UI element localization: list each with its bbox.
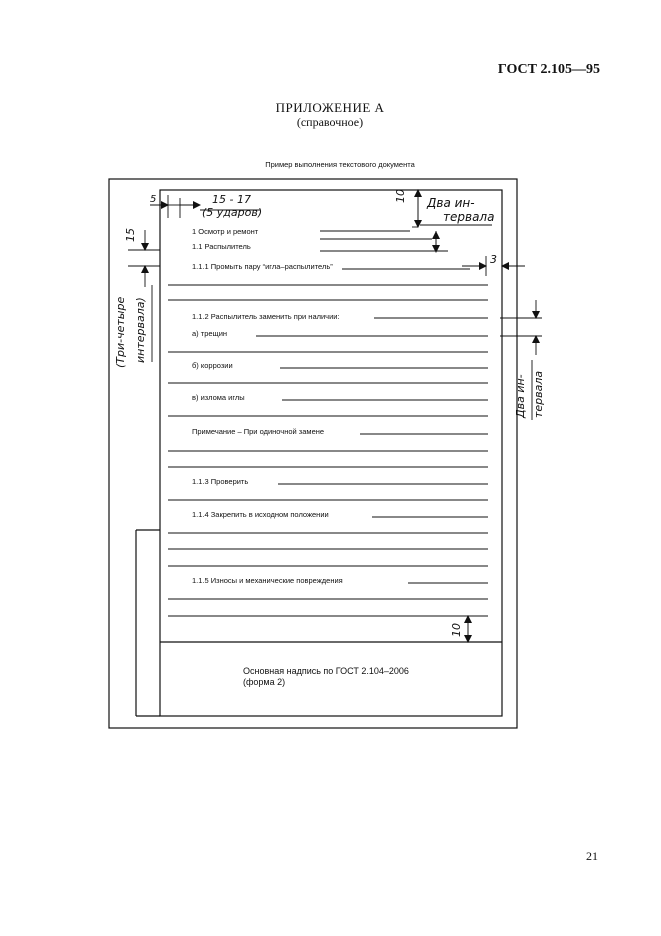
item-1-1: 1.1 Распылитель <box>192 242 251 251</box>
item-b: б) коррозии <box>192 361 233 370</box>
item-1-1-4: 1.1.4 Закрепить в исходном положении <box>192 510 329 519</box>
three-four-intervals-line2: интервала) <box>134 297 147 363</box>
item-a: а) трещин <box>192 329 228 338</box>
item-v: в) излома иглы <box>192 393 245 402</box>
title-block-line1: Основная надпись по ГОСТ 2.104–2006 <box>243 666 409 676</box>
interval-fraction-top: 15 - 17 <box>212 193 251 206</box>
bottom-gap-num: 10 <box>450 623 463 637</box>
item-1: 1 Осмотр и ремонт <box>192 227 259 236</box>
two-intervals-top-line2: тервала <box>443 210 495 224</box>
two-intervals-right-line2: тервала <box>532 370 545 418</box>
two-intervals-right-line1: Два ин- <box>514 374 527 418</box>
figure-caption: Пример выполнения текстового документа <box>265 160 415 169</box>
right-margin-num: 3 <box>490 253 497 266</box>
title-block-line2: (форма 2) <box>243 677 286 687</box>
item-1-1-1: 1.1.1 Промыть пару “игла–распылитель” <box>192 262 333 271</box>
title-block-text <box>243 666 409 688</box>
appendix-subtitle: (справочное) <box>296 115 364 129</box>
item-1-1-2: 1.1.2 Распылитель заменить при наличии: <box>192 312 340 321</box>
item-1-1-5: 1.1.5 Износы и механические повреждения <box>192 576 343 585</box>
standard-code: ГОСТ 2.105—95 <box>497 62 600 77</box>
two-intervals-top-line1: Два ин- <box>427 196 475 210</box>
item-1-1-3: 1.1.3 Проверить <box>192 477 249 486</box>
interval-fraction-bottom: (5 ударов) <box>202 206 263 219</box>
three-four-intervals-line1: (Три-четыре <box>114 296 127 368</box>
top-margin-num: 15 <box>124 228 137 242</box>
top-gap-num: 10 <box>394 189 407 203</box>
left-margin-num: 5 <box>150 194 157 205</box>
appendix-title: ПРИЛОЖЕНИЕ А <box>275 100 385 115</box>
page-number: 21 <box>586 849 598 863</box>
note: Примечание – При одиночной замене <box>192 427 325 436</box>
